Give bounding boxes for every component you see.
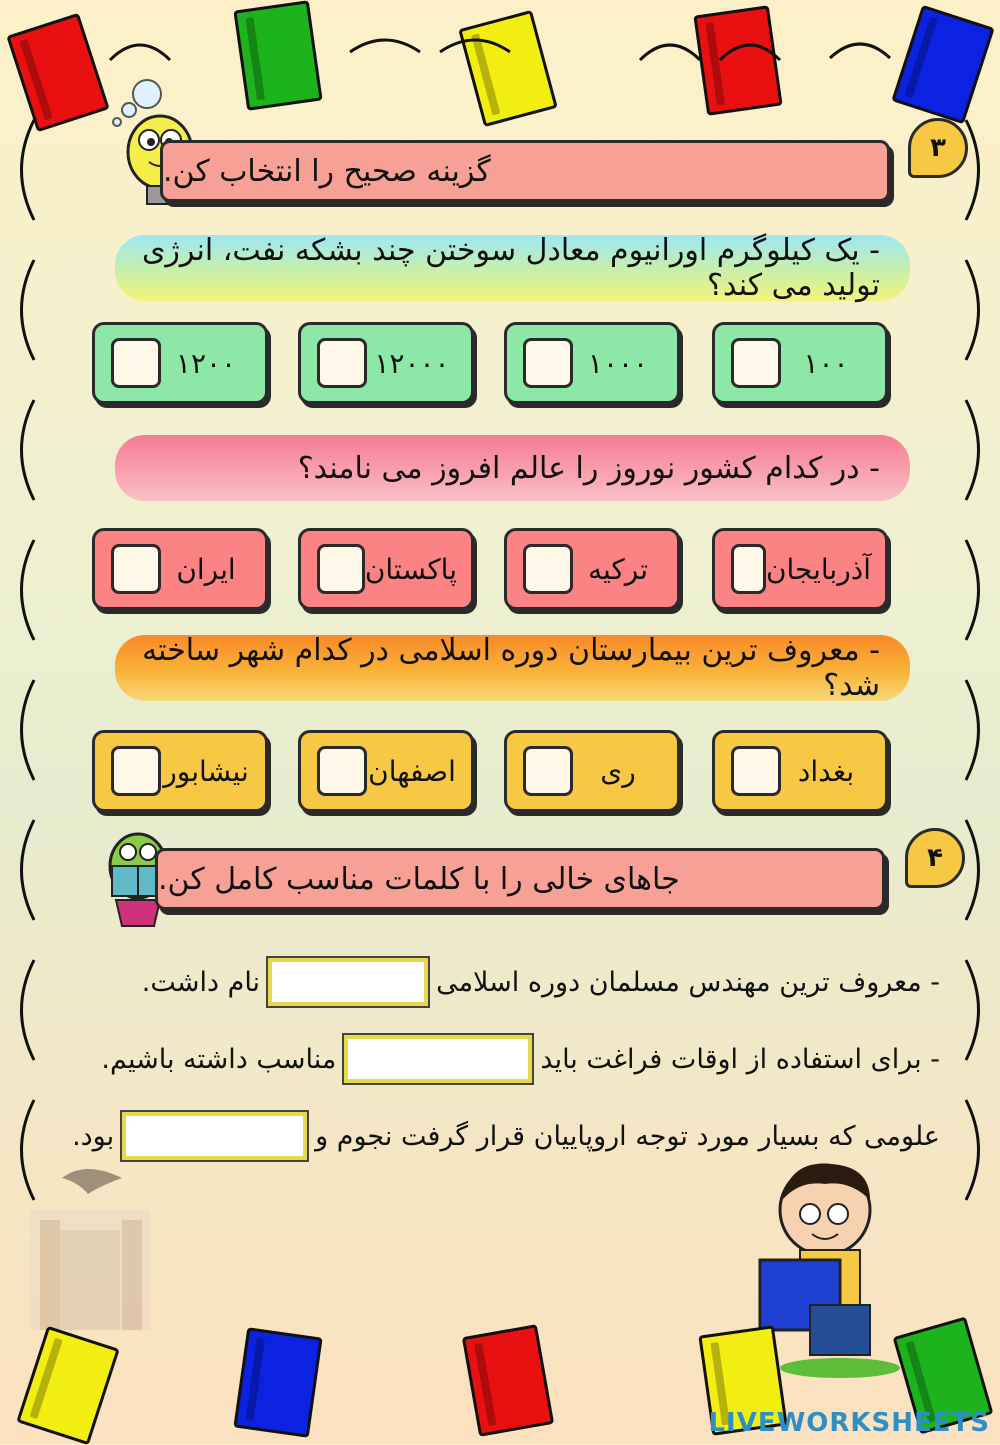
- q1-option-3-label: ۱۲۰۰۰: [374, 346, 450, 380]
- q3-option-3-checkbox[interactable]: [317, 746, 367, 796]
- left-border-decoration: [4, 110, 44, 1300]
- q3-option-4[interactable]: [92, 730, 268, 812]
- section4-title: جاهای خالی را با کلمات مناسب کامل کن.: [158, 861, 680, 897]
- section4-title-bar: [155, 848, 885, 910]
- question-1-band: [115, 235, 910, 301]
- q2-option-3-checkbox[interactable]: [317, 544, 365, 594]
- q3-option-3[interactable]: [298, 730, 474, 812]
- section4-number: ۴: [927, 843, 943, 873]
- sentence-2-blank-input[interactable]: [344, 1035, 532, 1083]
- sentence-2-after: مناسب داشته باشیم.: [101, 1043, 337, 1075]
- sentence-1: [142, 958, 940, 1006]
- book-red-icon: [462, 1324, 554, 1437]
- q1-option-4-label: ۱۲۰۰: [175, 346, 237, 380]
- q1-option-2-checkbox[interactable]: [523, 338, 573, 388]
- q1-option-1-checkbox[interactable]: [731, 338, 781, 388]
- q3-option-2-label: ری: [600, 754, 636, 788]
- question-1-text: - یک کیلوگرم اورانیوم معادل سوختن چند بشکه نفت، انرژی تولید می کند؟: [141, 233, 880, 303]
- question-2-text: - در کدام کشور نوروز را عالم افروز می نامند؟: [297, 450, 880, 486]
- q2-option-3-label: پاکستان: [364, 552, 457, 586]
- q2-option-4-label: ایران: [176, 552, 236, 586]
- section3-number-badge: [908, 118, 968, 178]
- q2-option-2-label: ترکیه: [587, 552, 649, 586]
- q3-option-1-label: بغداد: [797, 754, 855, 788]
- sentence-3-blank-input[interactable]: [122, 1112, 307, 1160]
- question-3-text: - معروف ترین بیمارستان دوره اسلامی در کدام شهر ساخته شد؟: [142, 633, 880, 703]
- q1-option-2[interactable]: [504, 322, 680, 404]
- q3-option-1[interactable]: [712, 730, 888, 812]
- q2-option-2-checkbox[interactable]: [523, 544, 573, 594]
- right-border-decoration: [956, 110, 996, 1300]
- q1-option-4[interactable]: [92, 322, 268, 404]
- q1-option-4-checkbox[interactable]: [111, 338, 161, 388]
- q2-option-3[interactable]: [298, 528, 474, 610]
- q2-option-1-checkbox[interactable]: [731, 544, 766, 594]
- section3-number: ۳: [930, 133, 946, 163]
- sentence-2-before: - برای استفاده از اوقات فراغت باید: [540, 1043, 940, 1075]
- q2-option-1[interactable]: [712, 528, 888, 610]
- q2-option-4[interactable]: [92, 528, 268, 610]
- sentence-2: [101, 1035, 940, 1083]
- sentence-1-after: نام داشت.: [141, 966, 261, 998]
- sentence-1-before: - معروف ترین مهندس مسلمان دوره اسلامی: [436, 966, 940, 998]
- q2-option-2[interactable]: [504, 528, 680, 610]
- q1-option-3[interactable]: [298, 322, 474, 404]
- q3-option-3-label: اصفهان: [368, 754, 456, 788]
- q2-option-4-checkbox[interactable]: [111, 544, 161, 594]
- q1-option-1-label: ۱۰۰: [803, 346, 849, 380]
- question-2-band: [115, 435, 910, 501]
- persepolis-gate-icon: [30, 1160, 160, 1335]
- q1-option-2-label: ۱۰۰۰: [587, 346, 649, 380]
- sentence-1-blank-input[interactable]: [268, 958, 428, 1006]
- book-blue-icon: [891, 5, 994, 125]
- watermark: LIVEWORKSHEETS: [708, 1408, 990, 1438]
- q3-option-1-checkbox[interactable]: [731, 746, 781, 796]
- section3-title: گزینه صحیح را انتخاب کن.: [163, 153, 491, 189]
- q3-option-2[interactable]: [504, 730, 680, 812]
- sentence-3-before: علومی که بسیار مورد توجه اروپاییان قرار گرفت نجوم و: [315, 1120, 940, 1152]
- book-blue-icon: [233, 1327, 322, 1438]
- q1-option-1[interactable]: [712, 322, 888, 404]
- section4-number-badge: [905, 828, 965, 888]
- q1-option-3-checkbox[interactable]: [317, 338, 367, 388]
- top-wave-decoration: [100, 30, 900, 70]
- question-3-band: [115, 635, 910, 701]
- section3-title-bar: [160, 140, 890, 202]
- sentence-3-after: بود.: [72, 1120, 115, 1152]
- q3-option-4-checkbox[interactable]: [111, 746, 161, 796]
- book-yellow-icon: [16, 1326, 119, 1445]
- q2-option-1-label: آذربایجان: [765, 552, 871, 586]
- q3-option-4-label: نیشابور: [163, 754, 249, 788]
- q3-option-2-checkbox[interactable]: [523, 746, 573, 796]
